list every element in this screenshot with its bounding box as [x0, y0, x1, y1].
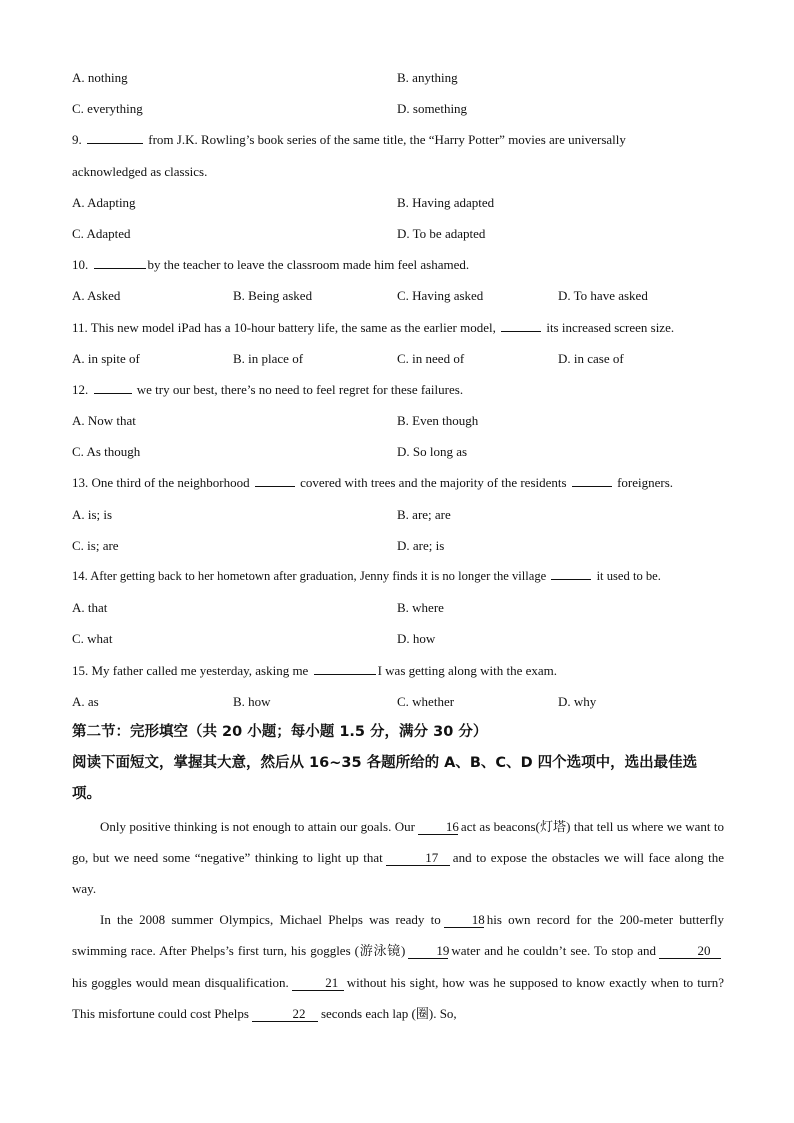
q13-stem-text1: 13. One third of the neighborhood: [72, 475, 250, 491]
blank-16[interactable]: 16: [418, 819, 458, 835]
q15-option-b[interactable]: B. how: [233, 693, 271, 709]
q13-stem-text2: covered with trees and the majority of the residents: [300, 475, 567, 491]
q14-stem-text1: 14. After getting back to her hometown after graduation, Jenny finds it is no longer the village: [72, 569, 547, 583]
q15-stem: [72, 655, 724, 686]
passage-p2-text-b: his own record for the 200-meter butterfly swimming race. After Phelps’s first turn, his goggles (游泳镜): [72, 912, 725, 959]
q11-blank[interactable]: [501, 319, 541, 332]
passage-p2-text-a: In the 2008 summer Olympics, Michael Phelps was ready to: [100, 912, 441, 928]
q10-number: 10.: [72, 257, 89, 273]
q14-option-b[interactable]: B. where: [397, 600, 444, 616]
q13-blank-1[interactable]: [255, 474, 295, 487]
q9-options-row2: [72, 218, 724, 249]
q14-options-row2: [72, 623, 724, 654]
q15-option-d[interactable]: D. why: [558, 693, 597, 709]
q10-option-a[interactable]: A. Asked: [72, 288, 121, 304]
blank-18[interactable]: 18: [444, 912, 484, 928]
q15-option-c[interactable]: C. whether: [397, 693, 455, 709]
q13-options-row2: [72, 530, 724, 561]
q9-stem-line1: [72, 124, 724, 155]
q12-number: 12.: [72, 381, 89, 397]
exam-page: [72, 62, 724, 1029]
q9-stem-text2: acknowledged as classics.: [72, 163, 208, 179]
q9-option-b[interactable]: B. Having adapted: [397, 194, 495, 210]
blank-19[interactable]: 19: [408, 943, 448, 959]
q15-stem-text1: 15. My father called me yesterday, asking me: [72, 662, 309, 678]
q8-options-row1: [72, 62, 724, 93]
q10-option-b[interactable]: B. Being asked: [233, 288, 313, 304]
passage-p2-text-f: seconds each lap (圈). So,: [320, 1005, 457, 1021]
q15-option-a[interactable]: A. as: [72, 693, 99, 709]
q9-option-a[interactable]: A. Adapting: [72, 194, 136, 210]
q14-option-a[interactable]: A. that: [72, 600, 108, 616]
blank-21[interactable]: 21: [292, 975, 344, 991]
q11-option-b[interactable]: B. in place of: [233, 350, 304, 366]
blank-20[interactable]: 20: [659, 943, 721, 959]
q11-stem-text1: 11. This new model iPad has a 10-hour battery life, the same as the earlier model,: [72, 319, 496, 335]
section-instruction: 阅读下面短文，掌握其大意，然后从 16~35 各题所给的 A、B、C、D 四个选项中，选出最佳选项。: [72, 755, 698, 803]
q12-blank[interactable]: [94, 381, 132, 394]
q12-option-d[interactable]: D. So long as: [397, 444, 468, 460]
q14-options-row1: [72, 592, 724, 623]
passage-p2-text-c: water and he couldn’t see. To stop and: [451, 943, 656, 959]
q12-stem: [72, 374, 724, 405]
q12-option-c[interactable]: C. As though: [72, 444, 141, 460]
q8-options-row2: [72, 93, 724, 124]
passage-paragraph-2: [72, 904, 724, 1029]
q13-option-b[interactable]: B. are; are: [397, 506, 451, 522]
q8-option-a[interactable]: A. nothing: [72, 70, 128, 85]
q10-options-row: [72, 280, 724, 311]
q14-blank[interactable]: [551, 567, 591, 580]
q13-options-row1: [72, 499, 724, 530]
blank-22[interactable]: 22: [252, 1006, 318, 1022]
q10-stem: [72, 249, 724, 280]
q12-option-a[interactable]: A. Now that: [72, 413, 136, 429]
passage-p1-text-a: Only positive thinking is not enough to attain our goals. Our: [100, 818, 415, 834]
q9-options-row1: [72, 187, 724, 218]
q11-option-a[interactable]: A. in spite of: [72, 350, 140, 366]
q9-option-d[interactable]: D. To be adapted: [397, 225, 486, 241]
q11-stem: [72, 312, 724, 343]
q13-stem-text3: foreigners.: [617, 475, 674, 491]
q8-option-c[interactable]: C. everything: [72, 101, 143, 117]
q12-options-row1: [72, 405, 724, 436]
section-heading: 第二节：完形填空（共 20 小题；每小题 1.5 分，满分 30 分）: [72, 723, 488, 740]
passage-paragraph-1: [72, 811, 724, 905]
q15-blank[interactable]: [314, 662, 376, 675]
q13-option-c[interactable]: C. is; are: [72, 537, 119, 553]
q12-options-row2: [72, 436, 724, 467]
passage-p1-text-c: and to expose the obstacles we will face along the way.: [72, 849, 724, 896]
q13-blank-2[interactable]: [572, 474, 612, 487]
q11-option-c[interactable]: C. in need of: [397, 350, 465, 366]
q10-blank[interactable]: [94, 256, 146, 269]
q12-stem-text: we try our best, there’s no need to feel regret for these failures.: [136, 381, 464, 397]
q14-option-d[interactable]: D. how: [397, 631, 436, 647]
q13-option-d[interactable]: D. are; is: [397, 537, 445, 553]
q9-stem-line2: [72, 156, 724, 187]
passage-p2-text-d: his goggles would mean disqualification.: [72, 974, 289, 990]
q14-stem: [72, 561, 724, 592]
passage-p2-text-e: without his sight, how was he supposed to know exactly when to turn? This misfortune could cost Phelps: [72, 974, 724, 1021]
q8-option-d[interactable]: D. something: [397, 101, 468, 117]
q13-option-a[interactable]: A. is; is: [72, 506, 113, 522]
q11-options-row: [72, 343, 724, 374]
q15-stem-text2: I was getting along with the exam.: [377, 662, 558, 678]
q14-stem-text2: it used to be.: [596, 569, 661, 583]
q11-option-d[interactable]: D. in case of: [558, 350, 624, 366]
q11-stem-text2: its increased screen size.: [546, 319, 675, 335]
q9-blank[interactable]: [87, 131, 143, 144]
q8-option-b[interactable]: B. anything: [397, 70, 458, 85]
blank-17[interactable]: 17: [386, 850, 450, 866]
q14-option-c[interactable]: C. what: [72, 631, 113, 647]
passage-p1-text-b: act as beacons(灯塔) that tell us where we want to go, but we need some “negative” thinking to light up that: [72, 818, 724, 865]
q10-option-d[interactable]: D. To have asked: [558, 288, 648, 304]
q10-option-c[interactable]: C. Having asked: [397, 288, 484, 304]
q13-stem: [72, 467, 724, 498]
q12-option-b[interactable]: B. Even though: [397, 413, 479, 429]
q9-number: 9.: [72, 132, 82, 148]
q15-options-row: [72, 686, 724, 717]
q9-option-c[interactable]: C. Adapted: [72, 225, 131, 241]
q9-stem-text1: from J.K. Rowling’s book series of the same title, the “Harry Potter” movies are universally: [145, 132, 626, 148]
q10-stem-text: by the teacher to leave the classroom made him feel ashamed.: [147, 257, 470, 273]
